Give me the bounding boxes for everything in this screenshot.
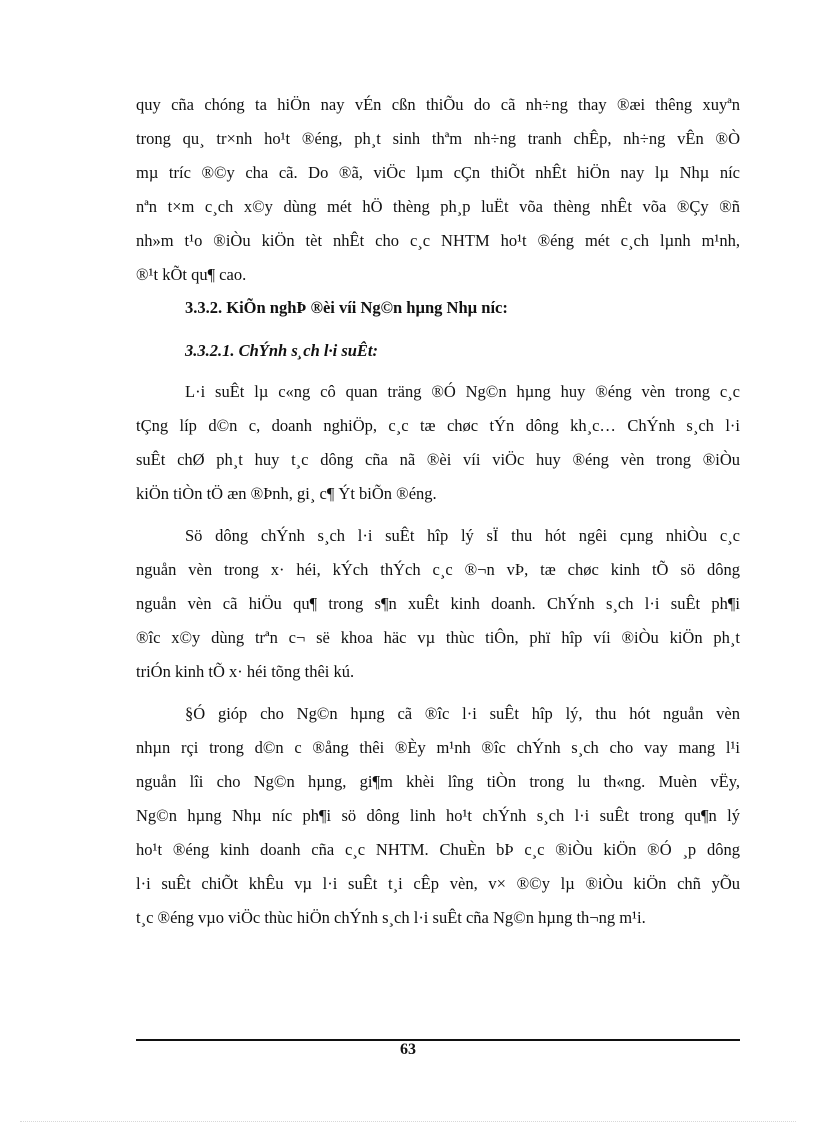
paragraph-line: quy cña chóng ta hiÖn nay vÉn cßn thiÕu do cã nh÷ng thay ®æi thêng xuyªn [136,95,740,114]
page-number: 63 [400,1041,416,1058]
paragraph-line: nhµn rçi trong d©n c ®ång thêi ®Èy m¹nh ®îc chÝnh s¸ch cho vay mang l¹i [136,738,740,757]
paragraph-2 [136,375,740,511]
paragraph-line: Ng©n hµng Nhµ níc ph¶i sö dông linh ho¹t chÝnh s¸ch l·i suÊt trong qu¶n lý [136,806,740,825]
paragraph-4 [136,697,740,935]
paragraph-line: mµ tríc ®©y cha cã. Do ®ã, viÖc lµm cÇn thiÕt nhÊt hiÖn nay lµ Nhµ níc [136,163,740,182]
paragraph-line: l·i suÊt chiÕt khÊu vµ l·i suÊt t¸i cÊp vèn, v× ®©y lµ ®iÒu kiÖn chñ yÕu [136,874,740,893]
paragraph-line: nguån vèn cã hiÖu qu¶ trong s¶n xuÊt kinh doanh. ChÝnh s¸ch l·i suÊt ph¶i [136,594,740,613]
paragraph-line: trong qu¸ tr×nh ho¹t ®éng, ph¸t sinh thªm nh÷ng tranh chÊp, nh÷ng vÊn ®Ò [136,129,740,148]
section-heading: 3.3.2. KiÕn nghÞ ®èi víi Ng©n hµng Nhµ níc: [185,298,508,317]
paragraph-line: t¸c ®éng vµo viÖc thùc hiÖn chÝnh s¸ch l·i suÊt cña Ng©n hµng th¬ng m¹i. [136,908,646,927]
paragraph-1 [136,88,740,292]
paragraph-line: ®¹t kÕt qu¶ cao. [136,265,247,284]
paragraph-3 [136,519,740,689]
paragraph-line: ho¹t ®éng kinh doanh cña c¸c NHTM. ChuÈn bÞ c¸c ®iÒu kiÖn ®Ó ¸p dông [136,840,740,859]
subsection-heading: 3.3.2.1. ChÝnh s¸ch l·i suÊt: [185,341,379,360]
paragraph-line: ®îc x©y dùng trªn c¬ së khoa häc vµ thùc tiÔn, phï hîp víi ®iÒu kiÖn ph¸t [136,628,740,647]
paragraph-line: nh»m t¹o ®iÒu kiÖn tèt nhÊt cho c¸c NHTM ho¹t ®éng mét c¸ch lµnh m¹nh, [136,231,740,250]
paragraph-line: tÇng líp d©n c, doanh nghiÖp, c¸c tæ chøc tÝn dông kh¸c… ChÝnh s¸ch l·i [136,416,740,435]
paragraph-line: §Ó gióp cho Ng©n hµng cã ®îc l·i suÊt hîp lý, thu hót nguån vèn [185,704,740,723]
paragraph-line: Sö dông chÝnh s¸ch l·i suÊt hîp lý sÏ thu hót ngêi cµng nhiÒu c¸c [185,526,740,545]
paragraph-line: suÊt chØ ph¸t huy t¸c dông cña nã ®èi víi viÖc huy ®éng vèn trong ®iÒu [136,450,740,469]
paragraph-line: kiÖn tiÒn tÖ æn ®Þnh, gi¸ c¶ Ýt biÕn ®éng. [136,484,437,503]
paragraph-line: triÓn kinh tÕ x· héi tõng thêi kú. [136,662,355,681]
paragraph-line: nªn t×m c¸ch x©y dùng mét hÖ thèng ph¸p luËt võa thèng nhÊt võa ®Çy ®ñ [136,197,740,216]
paragraph-line: nguån lîi cho Ng©n hµng, gi¶m khèi lîng tiÒn trong lu th«ng. Muèn vËy, [136,772,740,791]
paragraph-line: nguån vèn trong x· héi, kÝch thÝch c¸c ®¬n vÞ, tæ chøc kinh tÕ sö dông [136,560,740,579]
page-edge-divider [20,1121,796,1122]
paragraph-line: L·i suÊt lµ c«ng cô quan träng ®Ó Ng©n hµng huy ®éng vèn trong c¸c [185,382,740,401]
